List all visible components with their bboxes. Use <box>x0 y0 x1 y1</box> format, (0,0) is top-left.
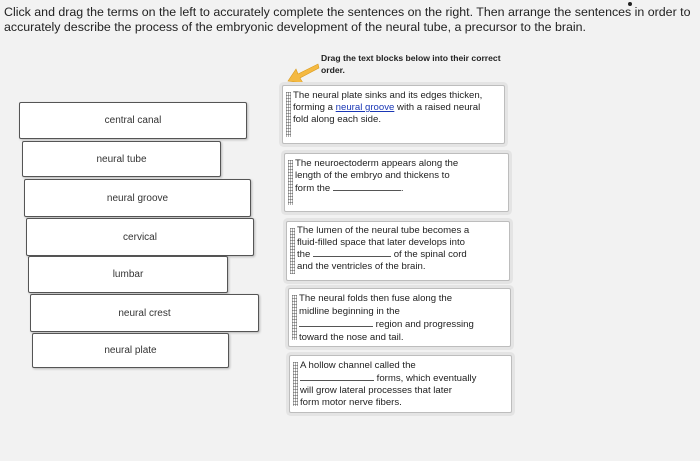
blank-slot[interactable] <box>300 372 374 381</box>
term-label: neural groove <box>106 192 169 204</box>
term-lumbar[interactable] <box>28 256 228 293</box>
sentence-block-3[interactable] <box>286 221 510 281</box>
sentence-block-4[interactable] <box>288 288 511 347</box>
blank-slot[interactable] <box>313 248 391 257</box>
sentence-text: A hollow channel called the forms, which eventually will grow lateral processes that later form motor nerve fibers. <box>300 360 477 408</box>
filled-term[interactable]: neural groove <box>335 102 395 113</box>
term-label: neural crest <box>118 307 171 319</box>
term-neural-tube[interactable] <box>22 141 221 177</box>
drag-handle-icon[interactable] <box>292 295 297 340</box>
drag-handle-icon[interactable] <box>288 160 293 205</box>
sentence-text: The neuroectoderm appears along the length of the embryo and thickens to form the . <box>295 158 459 194</box>
sentence-block-5[interactable] <box>289 355 512 413</box>
term-neural-crest[interactable] <box>30 294 259 332</box>
instructions: Click and drag the terms on the left to accurately complete the sentences on the right. Then arrange the sentences in order to accurately describe the process of the embryonic development of the neural tube, a precursor to the brain. <box>4 5 691 34</box>
sentence-block-1[interactable] <box>282 85 505 144</box>
hint-text: Drag the text blocks below into their correct order. <box>321 53 501 75</box>
term-neural-groove[interactable] <box>24 179 251 217</box>
term-label: lumbar <box>112 269 144 280</box>
term-label: neural plate <box>104 345 157 356</box>
drag-handle-icon[interactable] <box>290 228 295 274</box>
blank-slot[interactable] <box>299 318 373 327</box>
drag-handle-icon[interactable] <box>286 92 291 137</box>
sentence-text: The neural folds then fuse along the midline beginning in the region and progressing toward the nose and tail. <box>299 293 474 343</box>
term-label: cervical <box>123 231 157 243</box>
arrow-icon <box>286 60 320 86</box>
sentence-text: The lumen of the neural tube becomes a fluid-filled space that later develops into the of the spinal cord and the ventricles of the brain. <box>297 225 470 272</box>
sentence-block-2[interactable] <box>284 153 509 212</box>
term-label: central canal <box>104 115 162 126</box>
term-neural-plate[interactable] <box>32 333 229 368</box>
term-label: neural tube <box>96 153 147 165</box>
sentence-text: The neural plate sinks and its edges thicken, forming a neural groove with a raised neural fold along each side. <box>293 90 483 125</box>
term-cervical[interactable] <box>26 218 254 256</box>
drag-handle-icon[interactable] <box>293 362 298 406</box>
blank-slot[interactable] <box>333 182 401 191</box>
term-central-canal[interactable] <box>19 102 247 139</box>
